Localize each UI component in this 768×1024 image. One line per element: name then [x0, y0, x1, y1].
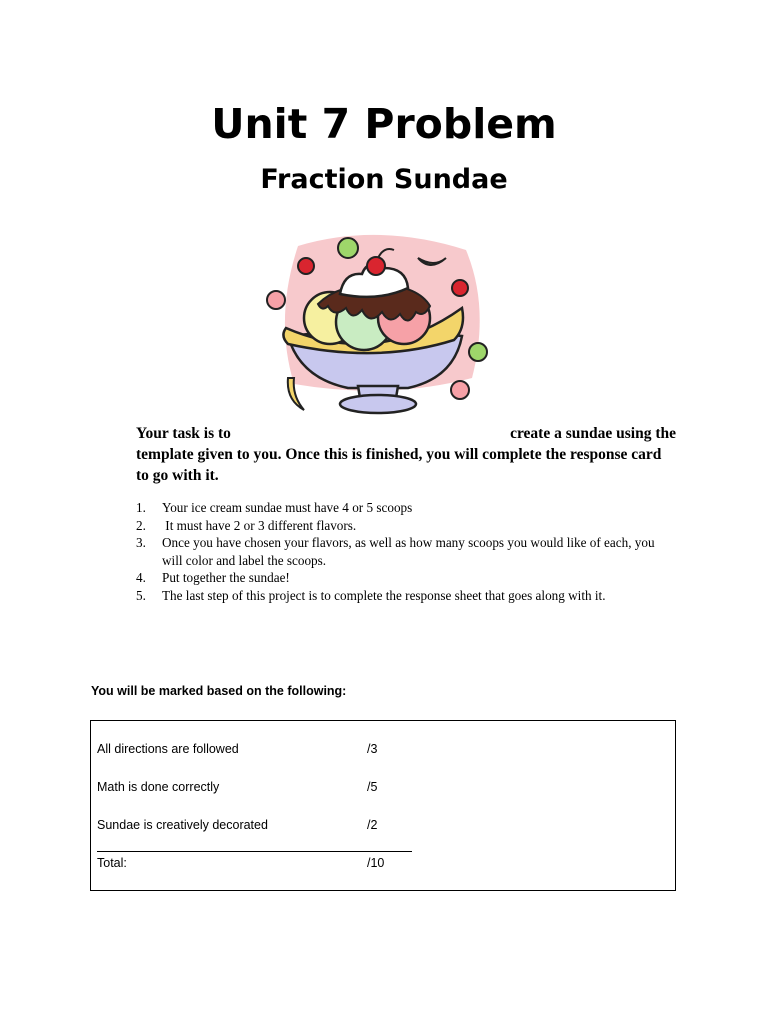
rubric-total-row	[97, 856, 417, 874]
ice-cream-sundae-icon	[258, 228, 498, 418]
rubric-row	[97, 818, 417, 836]
rubric-row	[97, 742, 417, 760]
rubric-score: /5	[367, 780, 378, 794]
list-item: 2. It must have 2 or 3 different flavors.	[136, 517, 357, 533]
list-item: 3. Once you have chosen your flavors, as well as how many scoops you would like of each, you will color and label the scoops.	[136, 535, 655, 568]
page-title: Unit 7 Problem	[211, 100, 557, 148]
list-item: 1. Your ice cream sundae must have 4 or 5 scoops	[136, 500, 413, 515]
divider	[97, 851, 412, 852]
task-intro-start: Your task is to	[136, 425, 231, 442]
page-subtitle: Fraction Sundae	[260, 164, 508, 195]
list-item: 4. Put together the sundae!	[136, 570, 290, 585]
task-intro-rest: template given to you. Once this is finished, you will complete the response card to go with it.	[136, 446, 662, 484]
sundae-illustration	[258, 228, 498, 418]
task-intro-end: create a sundae using the	[510, 425, 676, 442]
task-paragraph	[136, 423, 676, 486]
rubric-score: /3	[367, 742, 378, 756]
steps-list	[136, 499, 676, 604]
rubric-box	[90, 720, 676, 891]
list-item: 5. The last step of this project is to complete the response sheet that goes along with it.	[136, 587, 606, 603]
rubric-criterion: Math is done correctly	[97, 780, 220, 794]
rubric-total-label: Total:	[97, 856, 127, 870]
rubric-heading: You will be marked based on the following:	[91, 684, 347, 698]
rubric-criterion: Sundae is creatively decorated	[97, 818, 268, 832]
rubric-row	[97, 780, 417, 798]
rubric-score: /2	[367, 818, 378, 832]
rubric-total-score: /10	[367, 856, 385, 870]
rubric-criterion: All directions are followed	[97, 742, 239, 756]
